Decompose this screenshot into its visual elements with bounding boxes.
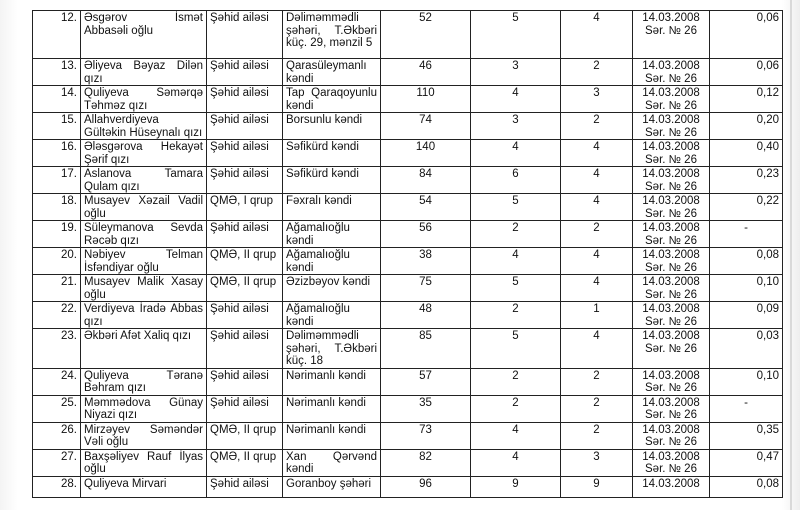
- decree-number: Sər. № 26: [645, 436, 697, 448]
- table-row: [33, 194, 783, 221]
- table-row: [33, 302, 783, 329]
- row-number: 14.: [33, 86, 81, 113]
- amount: 0,20: [710, 113, 783, 140]
- person-name: Nəbiyev Telman İsfəndiyar oğlu: [81, 248, 207, 275]
- decision-date: 14.03.2008: [642, 477, 700, 490]
- amount: 0,06: [710, 11, 783, 59]
- beneficiary-category: Şəhid ailəsi: [207, 86, 283, 113]
- address: Nərimanlı kəndi: [283, 422, 381, 449]
- table-row: [33, 248, 783, 275]
- decision-cell: [633, 113, 710, 140]
- value-3: 3: [561, 86, 633, 113]
- row-number: 17.: [33, 167, 81, 194]
- value-2: 2: [471, 395, 561, 422]
- decision-cell: [633, 302, 710, 329]
- table-row: [33, 395, 783, 422]
- row-number: 20.: [33, 248, 81, 275]
- person-name: Musayev Xəzail Vadil oğlu: [81, 194, 207, 221]
- decision-date: 14.03.2008: [642, 12, 700, 24]
- decision-date: 14.03.2008: [642, 141, 700, 153]
- amount: 0,40: [710, 140, 783, 167]
- decision-cell: [633, 59, 710, 86]
- value-2: 6: [471, 167, 561, 194]
- table-row: [33, 221, 783, 248]
- beneficiary-category: Şəhid ailəsi: [207, 476, 283, 497]
- value-1: 48: [381, 302, 471, 329]
- decision-date: 14.03.2008: [642, 369, 700, 382]
- amount: -: [710, 221, 783, 248]
- value-3: 9: [561, 476, 633, 497]
- amount: 0,09: [710, 302, 783, 329]
- value-2: 5: [471, 194, 561, 221]
- decree-number: Sər. № 26: [645, 24, 697, 37]
- value-3: 2: [561, 113, 633, 140]
- value-1: 38: [381, 248, 471, 275]
- amount: 0,23: [710, 167, 783, 194]
- decision-cell: [633, 86, 710, 113]
- table-row: [33, 329, 783, 369]
- decision-cell: [633, 422, 710, 449]
- value-1: 74: [381, 113, 471, 140]
- decree-number: Sər. № 26: [645, 409, 697, 421]
- value-2: 5: [471, 11, 561, 59]
- decision-cell: [633, 140, 710, 167]
- table-row: [33, 11, 783, 59]
- decree-number: Sər. № 26: [645, 315, 697, 328]
- beneficiary-category: Şəhid ailəsi: [207, 140, 283, 167]
- amount: 0,03: [710, 329, 783, 369]
- person-name: Quliyeva Mirvari: [81, 476, 207, 497]
- decision-cell: [633, 167, 710, 194]
- address: Goranboy şəhəri: [283, 476, 381, 497]
- person-name: Mirzəyev Səməndər Vəli oğlu: [81, 422, 207, 449]
- person-name: Ələsgərova Hekayət Şərif qızı: [81, 140, 207, 167]
- value-1: 57: [381, 368, 471, 395]
- amount: -: [710, 395, 783, 422]
- address: Tap Qaraqoyunlu kəndi: [283, 86, 381, 113]
- beneficiary-category: QMƏ, II qrup: [207, 275, 283, 302]
- decision-date: 14.03.2008: [642, 276, 700, 288]
- decree-number: Sər. № 26: [645, 288, 697, 301]
- decision-cell: [633, 368, 710, 395]
- address: Ağamalıoğlu kəndi: [283, 221, 381, 248]
- amount: 0,10: [710, 275, 783, 302]
- decree-number: Sər. № 26: [645, 126, 697, 139]
- value-2: 5: [471, 329, 561, 369]
- address: Nərimanlı kəndi: [283, 368, 381, 395]
- table-row: [33, 86, 783, 113]
- decision-cell: [633, 275, 710, 302]
- row-number: 19.: [33, 221, 81, 248]
- beneficiary-category: Şəhid ailəsi: [207, 221, 283, 248]
- decree-number: Sər. № 26: [645, 72, 697, 85]
- beneficiary-category: Şəhid ailəsi: [207, 167, 283, 194]
- value-3: 4: [561, 275, 633, 302]
- value-2: 2: [471, 302, 561, 329]
- value-2: 4: [471, 86, 561, 113]
- address: Qarasüleymanlı kəndi: [283, 59, 381, 86]
- address: Borsunlu kəndi: [283, 113, 381, 140]
- value-3: 3: [561, 449, 633, 476]
- value-2: 4: [471, 422, 561, 449]
- value-3: 2: [561, 422, 633, 449]
- address: Ağamalıoğlu kəndi: [283, 302, 381, 329]
- value-1: 82: [381, 449, 471, 476]
- value-3: 2: [561, 368, 633, 395]
- table-row: [33, 476, 783, 497]
- address: Dəliməmmədli şəhəri, T.Əkbəri küç. 29, mənzil 5: [283, 11, 381, 59]
- row-number: 26.: [33, 422, 81, 449]
- row-number: 12.: [33, 11, 81, 59]
- value-1: 110: [381, 86, 471, 113]
- decree-number: Sər. № 26: [645, 463, 697, 475]
- amount: 0,06: [710, 59, 783, 86]
- beneficiary-register-table: [32, 10, 783, 498]
- value-3: 2: [561, 221, 633, 248]
- person-name: Quliyeva Səmərqə Təhməz qızı: [81, 86, 207, 113]
- value-3: 4: [561, 194, 633, 221]
- person-name: Əliyeva Bəyaz Dilən qızı: [81, 59, 207, 86]
- value-1: 84: [381, 167, 471, 194]
- beneficiary-category: Şəhid ailəsi: [207, 59, 283, 86]
- decision-cell: [633, 395, 710, 422]
- value-2: 4: [471, 140, 561, 167]
- address: Əzizbəyov kəndi: [283, 275, 381, 302]
- address: Səfikürd kəndi: [283, 140, 381, 167]
- row-number: 27.: [33, 449, 81, 476]
- address: Dəliməmmədli şəhəri, T.Əkbəri küç. 18: [283, 329, 381, 369]
- address: Xan Qərvənd kəndi: [283, 449, 381, 476]
- value-2: 5: [471, 275, 561, 302]
- row-number: 15.: [33, 113, 81, 140]
- person-name: Məmmədova Günay Niyazi qızı: [81, 395, 207, 422]
- beneficiary-category: QMƏ, II qrup: [207, 422, 283, 449]
- value-2: 3: [471, 59, 561, 86]
- decision-cell: [633, 221, 710, 248]
- decree-number: Sər. № 26: [645, 99, 697, 112]
- table-row: [33, 275, 783, 302]
- value-3: 4: [561, 167, 633, 194]
- address: Səfikürd kəndi: [283, 167, 381, 194]
- value-1: 140: [381, 140, 471, 167]
- amount: 0,22: [710, 194, 783, 221]
- decision-date: 14.03.2008: [642, 60, 700, 72]
- beneficiary-category: Şəhid ailəsi: [207, 368, 283, 395]
- decree-number: Sər. № 26: [645, 261, 697, 274]
- beneficiary-category: QMƏ, II qrup: [207, 449, 283, 476]
- decision-date: 14.03.2008: [642, 249, 700, 261]
- address: Ağamalıoğlu kəndi: [283, 248, 381, 275]
- table-row: [33, 140, 783, 167]
- value-1: 46: [381, 59, 471, 86]
- row-number: 22.: [33, 302, 81, 329]
- beneficiary-category: QMƏ, II qrup: [207, 248, 283, 275]
- table-row: [33, 167, 783, 194]
- person-name: Aslanova Tamara Qulam qızı: [81, 167, 207, 194]
- address: Fəxralı kəndi: [283, 194, 381, 221]
- decision-cell: [633, 11, 710, 59]
- value-1: 73: [381, 422, 471, 449]
- decree-number: Sər. № 26: [645, 180, 697, 193]
- amount: 0,12: [710, 86, 783, 113]
- decision-cell: [633, 194, 710, 221]
- person-name: Quliyeva Təranə Bəhram qızı: [81, 368, 207, 395]
- value-1: 56: [381, 221, 471, 248]
- person-name: Verdiyeva İradə Abbas qızı: [81, 302, 207, 329]
- amount: 0,08: [710, 248, 783, 275]
- row-number: 24.: [33, 368, 81, 395]
- value-3: 4: [561, 248, 633, 275]
- decree-number: Sər. № 26: [645, 382, 697, 394]
- decision-date: 14.03.2008: [642, 87, 700, 99]
- value-1: 96: [381, 476, 471, 497]
- value-2: 2: [471, 221, 561, 248]
- beneficiary-category: Şəhid ailəsi: [207, 302, 283, 329]
- decision-cell: [633, 449, 710, 476]
- value-3: 4: [561, 11, 633, 59]
- row-number: 18.: [33, 194, 81, 221]
- beneficiary-category: Şəhid ailəsi: [207, 395, 283, 422]
- row-number: 16.: [33, 140, 81, 167]
- beneficiary-category: Şəhid ailəsi: [207, 11, 283, 59]
- decision-cell: [633, 476, 710, 497]
- amount: 0,10: [710, 368, 783, 395]
- value-2: 9: [471, 476, 561, 497]
- person-name: Allahverdiyeva Gültəkin Hüseynalı qızı: [81, 113, 207, 140]
- value-1: 75: [381, 275, 471, 302]
- amount: 0,35: [710, 422, 783, 449]
- table-row: [33, 59, 783, 86]
- beneficiary-category: Şəhid ailəsi: [207, 113, 283, 140]
- decision-date: 14.03.2008: [642, 396, 700, 409]
- decision-date: 14.03.2008: [642, 303, 700, 315]
- decree-number: Sər. № 26: [645, 342, 697, 355]
- decision-date: 14.03.2008: [642, 168, 700, 180]
- decision-date: 14.03.2008: [642, 114, 700, 126]
- person-name: Süleymanova Sevda Rəcəb qızı: [81, 221, 207, 248]
- person-name: Əsgərov İsmət Abbasəli oğlu: [81, 11, 207, 59]
- row-number: 28.: [33, 476, 81, 497]
- beneficiary-category: Şəhid ailəsi: [207, 329, 283, 369]
- value-1: 35: [381, 395, 471, 422]
- decision-cell: [633, 248, 710, 275]
- table-row: [33, 368, 783, 395]
- decree-number: Sər. № 26: [645, 153, 697, 166]
- value-3: 1: [561, 302, 633, 329]
- person-name: Baxşəliyev Rauf İlyas oğlu: [81, 449, 207, 476]
- person-name: Musayev Malik Xasay oğlu: [81, 275, 207, 302]
- amount: 0,47: [710, 449, 783, 476]
- value-3: 4: [561, 329, 633, 369]
- value-2: 4: [471, 449, 561, 476]
- table-row: [33, 449, 783, 476]
- amount: 0,08: [710, 476, 783, 497]
- value-2: 2: [471, 368, 561, 395]
- decree-number: Sər. № 26: [645, 234, 697, 247]
- row-number: 25.: [33, 395, 81, 422]
- value-3: 4: [561, 140, 633, 167]
- scan-edge-line: [790, 0, 792, 510]
- register-body: [33, 11, 783, 498]
- row-number: 21.: [33, 275, 81, 302]
- value-1: 54: [381, 194, 471, 221]
- decision-date: 14.03.2008: [642, 195, 700, 207]
- table-row: [33, 113, 783, 140]
- decision-cell: [633, 329, 710, 369]
- beneficiary-category: QMƏ, I qrup: [207, 194, 283, 221]
- value-2: 3: [471, 113, 561, 140]
- person-name: Əkbəri Afət Xaliq qızı: [81, 329, 207, 369]
- table-row: [33, 422, 783, 449]
- decision-date: 14.03.2008: [642, 450, 700, 463]
- value-1: 52: [381, 11, 471, 59]
- row-number: 23.: [33, 329, 81, 369]
- decision-date: 14.03.2008: [642, 330, 700, 342]
- value-3: 2: [561, 59, 633, 86]
- address: Nərimanlı kəndi: [283, 395, 381, 422]
- value-3: 2: [561, 395, 633, 422]
- decision-date: 14.03.2008: [642, 222, 700, 234]
- decision-date: 14.03.2008: [642, 423, 700, 436]
- row-number: 13.: [33, 59, 81, 86]
- value-1: 85: [381, 329, 471, 369]
- decree-number: Sər. № 26: [645, 207, 697, 220]
- value-2: 4: [471, 248, 561, 275]
